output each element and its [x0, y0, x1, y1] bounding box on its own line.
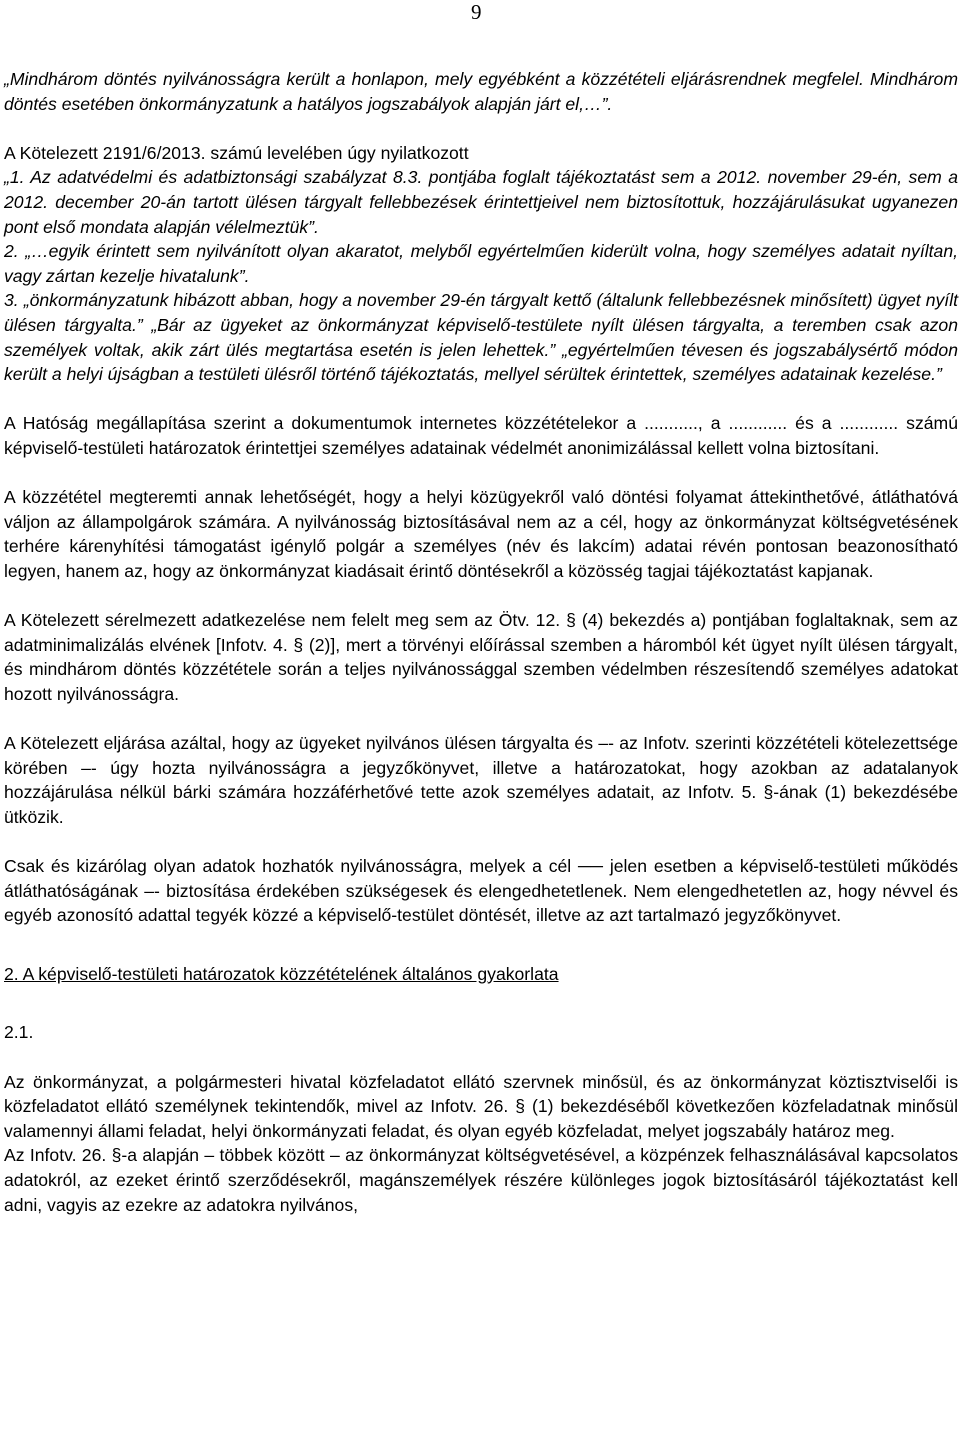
section-heading: 2. A képviselő-testületi határozatok közzétételének általános gyakorlata: [4, 963, 559, 984]
intro-quote: „Mindhárom döntés nyilvánosságra került a honlapon, mely egyébként a közzétételi eljárásrendnek megfelel. Mindhárom döntés esetében önkormányzatunk a hatályos jogszabályok alapján járt el,…”.: [4, 69, 958, 114]
paragraph-infotv-violation: A Kötelezett eljárása azáltal, hogy az ügyeket nyilvános ülésen tárgyalta és –- az Infotv. szerinti közzétételi kötelezettsége körében –- úgy hozta nyilvánosságra a jegyzőkönyvet, illetve a határozatokat, hogy azokban az adatalanyok hozzájárulása nélkül bárki számára hozzáférhetővé tette azok személyes adatait, az Infotv. 5. §-ának (1) bekezdésébe ütközik.: [4, 733, 958, 827]
subsection-number: 2.1.: [4, 1022, 34, 1043]
statement-item-2: 2. „…egyik érintett sem nyilvánított olyan akaratot, melyből egyértelműen kiderült volna, hogy személyes adatait nyíltan, vagy zártan kezelje hivatalunk”.: [4, 241, 958, 286]
paragraph-data-processing-violation: A Kötelezett sérelmezett adatkezelése nem felelt meg sem az Ötv. 12. § (4) bekezdés a) pontjában foglaltaknak, sem az adatminimalizálás elvének [Infotv. 4. § (2)], mert a törvényi előírással szemben a háromból két ügyet nyílt ülésen tárgyalt, és mindhárom döntés közzététele során a teljes nyilvánossággal szemben védelmben részesítendő személyes adatokat hozott nyilvánosságra.: [4, 610, 958, 704]
statement-intro: A Kötelezett 2191/6/2013. számú levelében úgy nyilatkozott: [4, 142, 469, 163]
statement-item-1: „1. Az adatvédelmi és adatbiztonsági szabályzat 8.3. pontjába foglalt tájékoztatást sem a 2012. november 29-én, sem a 2012. december 20-án tartott ülésen tárgyalt fellebbezések érintettjeivel nem biztosítottuk, hozzájárulásukat ugyanezen pont első mondata alapján vélelmeztük”.: [4, 167, 958, 237]
paragraph-publication-purpose: A közzététel megteremti annak lehetőségét, hogy a helyi közügyekről való döntési folyamat áttekinthetővé, átláthatóvá váljon az állampolgárok számára. A nyilvánosság biztosításával nem az a cél, hogy az önkormányzat költségvetésének terhére kárenyhítési támogatást igénylő polgár a személyes (név és lakcím) adatai révén pontosan beazonosítható legyen, hanem az, hogy az önkormányzat kiadásait érintő döntésekről a közösség tagjai tájékoztatást kapjanak.: [4, 487, 958, 581]
document-body: [4, 67, 958, 1217]
paragraph-necessary-data: Csak és kizárólag olyan adatok hozhatók nyilvánosságra, melyek a cél ── jelen esetben a képviselő-testületi működés átláthatóságának –- biztosítása érdekében szükségesek és elengedhetetlenek. Nem elengedhetetlen az, hogy névvel és egyéb azonosító adattal tegyék közzé a képviselő-testület döntését, illetve az azt tartalmazó jegyzőkönyvet.: [4, 856, 958, 926]
page-number: 9: [471, 0, 482, 24]
paragraph-authority-finding: A Hatóság megállapítása szerint a dokumentumok internetes közzétételekor a ..........., a ............ és a ............ számú képviselő-testületi határozatok érintettjei személyes adatainak védelmét anonimizálással kellett volna biztosítani.: [4, 413, 958, 458]
last-paragraph: Az Infotv. 26. §-a alapján – többek között – az önkormányzat költségvetésével, a közpénzek felhasználásával kapcsolatos adatokról, az ezeket érintő szerződésekről, magánszemélyek részére különleges jogok biztosításáról tájékoztatást kell adni, vagyis az ezekre az adatokra nyilvános,: [4, 1145, 958, 1215]
statement-item-3: 3. „önkormányzatunk hibázott abban, hogy a november 29-én tárgyalt kettő (általunk fellebbezésnek minősített) ügyet nyílt ülésen tárgyalta.” „Bár az ügyeket az önkormányzat képviselő-testülete nyílt ülésen tárgyalta, a teremben csak azon személyek voltak, akik zárt ülés megtartása esetén is jelen lehettek.” „egyértelműen tévesen és jogszabálysértő módon került a helyi újságban a testületi ülésről történő tájékoztatás, mellyel sérültek érintettek, személyes adatainak kezelése.”: [4, 290, 958, 385]
subsection-paragraph: Az önkormányzat, a polgármesteri hivatal közfeladatot ellátó szervnek minősül, és az önkormányzat köztisztviselői is közfeladatot ellátó személynek tekintendők, mivel az Infotv. 26. § (1) bekezdéséből következően közfeladatnak minősül valamennyi állami feladat, helyi önkormányzati feladat, és olyan egyéb közfeladat, melyet jogszabály határoz meg.: [4, 1071, 958, 1141]
